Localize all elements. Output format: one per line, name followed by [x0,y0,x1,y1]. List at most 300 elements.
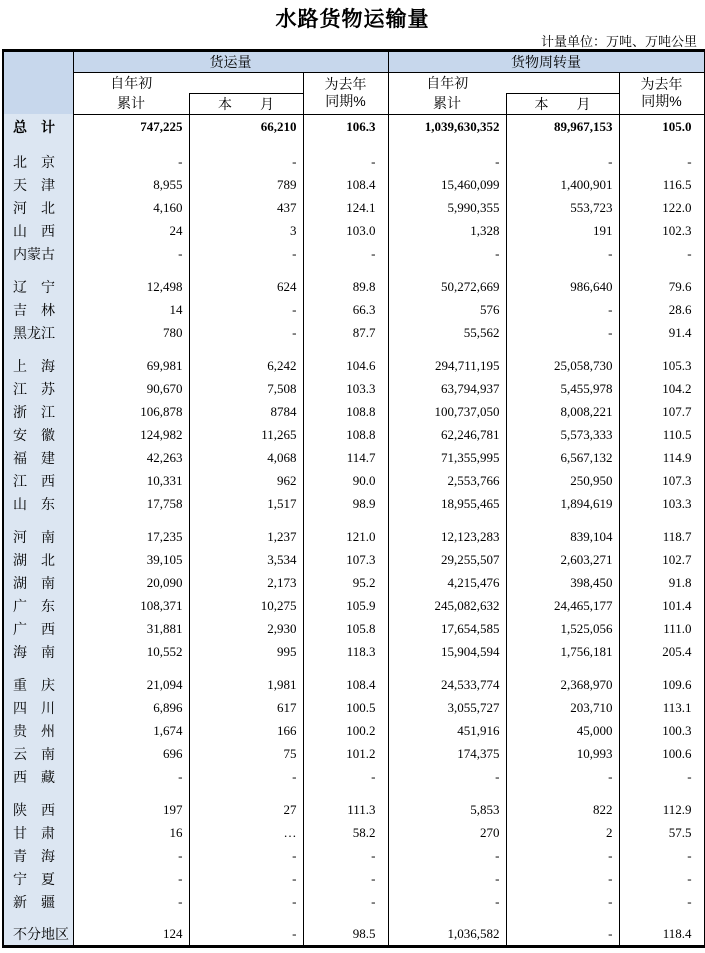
table-row [3,719,704,742]
col-header-yoy-freight-turnover [619,73,704,115]
value-cell: 3,534 [189,548,303,571]
value-cell: 104.2 [662,380,692,396]
region-cell: 重 庆 [3,673,73,696]
table-row [3,696,704,719]
value-cell: 1,036,582 [388,923,506,946]
value-cell: - [388,867,506,890]
value-cell: 98.9 [303,492,388,515]
value-cell: 108.8 [303,423,388,446]
value-cell: - [687,153,692,169]
table-row [3,400,704,423]
value-cell: 1,756,181 [506,640,619,663]
value-cell: 112.9 [662,801,692,817]
region-cell: 海 南 [3,640,73,663]
spacer-row [3,913,704,923]
value-cell: 95.2 [303,571,388,594]
value-cell [73,663,189,673]
value-cell: - [687,847,692,863]
region-cell: 山 东 [3,492,73,515]
group-header-freight-turnover: 货物周转量 [388,51,704,73]
table-row [3,219,704,242]
value-cell [506,265,619,275]
table-row [3,377,704,400]
value-cell: - [388,150,506,173]
table-row [3,321,704,344]
region-cell: 总 计 [3,114,73,140]
value-cell [73,265,189,275]
value-cell: 118.3 [303,640,388,663]
spacer-row [3,265,704,275]
value-cell: 10,331 [73,469,189,492]
region-cell: 甘 肃 [3,821,73,844]
value-cell: 25,058,730 [506,354,619,377]
yoy-line1: 为去年 [324,75,367,92]
value-cell: - [687,870,692,886]
table-row [3,354,704,377]
value-cell: 2 [506,821,619,844]
value-cell: 103.0 [303,219,388,242]
value-cell: 101.2 [303,742,388,765]
value-cell: 11,265 [189,423,303,446]
value-cell: 63,794,937 [388,377,506,400]
region-cell [3,344,73,354]
value-cell [189,265,303,275]
value-cell: 108.4 [303,173,388,196]
value-cell: 174,375 [388,742,506,765]
value-cell: 28.6 [668,301,692,317]
value-cell: 624 [189,275,303,298]
value-cell: 4,068 [189,446,303,469]
value-cell [189,344,303,354]
value-cell: 203,710 [506,696,619,719]
value-cell: 8784 [189,400,303,423]
value-cell [506,788,619,798]
region-cell: 湖 北 [3,548,73,571]
value-cell: 27 [189,798,303,821]
value-cell: 1,517 [189,492,303,515]
col-header-month: 本 月 [189,93,303,114]
value-cell [303,913,388,923]
region-cell: 四 川 [3,696,73,719]
value-cell: 24,533,774 [388,673,506,696]
region-cell: 山 西 [3,219,73,242]
value-cell: 50,272,669 [388,275,506,298]
region-cell: 广 西 [3,617,73,640]
region-cell: 西 藏 [3,765,73,788]
spacer-row [3,788,704,798]
yoy-line1: 为去年 [640,75,683,92]
value-cell: - [506,923,619,946]
value-cell [303,788,388,798]
value-cell: … [189,821,303,844]
value-cell: 106.3 [303,114,388,140]
value-cell: 79.6 [668,278,692,294]
value-cell [189,913,303,923]
value-cell: 101.4 [662,597,692,613]
table-row [3,673,704,696]
region-cell: 河 北 [3,196,73,219]
value-cell [303,344,388,354]
region-cell: 湖 南 [3,571,73,594]
value-cell: 87.7 [303,321,388,344]
value-cell: 31,881 [73,617,189,640]
value-cell [73,140,189,150]
value-cell: 39,105 [73,548,189,571]
value-cell: 5,573,333 [506,423,619,446]
col-header-cumulative-line1: 自年初 [73,73,189,94]
value-cell: - [303,765,388,788]
value-cell: 8,008,221 [506,400,619,423]
value-cell [388,663,506,673]
region-cell [3,663,73,673]
group-header-freight-volume: 货运量 [73,51,388,73]
value-cell: 62,246,781 [388,423,506,446]
value-cell: 114.9 [662,449,692,465]
value-cell: 105.8 [303,617,388,640]
value-cell: - [73,242,189,265]
table-row [3,571,704,594]
value-cell: - [506,242,619,265]
table-row [3,150,704,173]
value-cell: - [506,298,619,321]
value-cell: 118.4 [662,925,692,941]
value-cell: 90,670 [73,377,189,400]
region-cell: 上 海 [3,354,73,377]
value-cell: - [73,844,189,867]
value-cell: 5,990,355 [388,196,506,219]
value-cell: 17,235 [73,525,189,548]
value-cell: 91.4 [668,324,692,340]
value-cell: 10,993 [506,742,619,765]
value-cell: 962 [189,469,303,492]
value-cell: 104.6 [303,354,388,377]
value-cell: 20,090 [73,571,189,594]
value-cell: 4,215,476 [388,571,506,594]
col-header-cumulative-line2: 累计 [73,93,189,114]
value-cell: - [189,150,303,173]
value-cell [388,515,506,525]
value-cell: 839,104 [506,525,619,548]
region-cell [3,913,73,923]
value-cell: 789 [189,173,303,196]
value-cell: 3 [189,219,303,242]
value-cell: 437 [189,196,303,219]
value-cell: - [506,890,619,913]
value-cell: 294,711,195 [388,354,506,377]
value-cell: - [189,242,303,265]
value-cell [388,913,506,923]
value-cell: 45,000 [506,719,619,742]
table-row [3,446,704,469]
yoy-line2: 同期% [641,93,682,110]
value-cell: 71,355,995 [388,446,506,469]
header-group-row [3,51,704,73]
value-cell: 451,916 [388,719,506,742]
value-cell: 2,173 [189,571,303,594]
value-cell: 122.0 [662,199,692,215]
value-cell: 100.5 [303,696,388,719]
value-cell: 116.5 [662,176,692,192]
value-cell [619,140,704,150]
value-cell: 166 [189,719,303,742]
value-cell: 103.3 [662,495,692,511]
table-row [3,867,704,890]
value-cell: 91.8 [668,574,692,590]
value-cell [506,344,619,354]
value-cell: 108,371 [73,594,189,617]
value-cell: - [506,765,619,788]
value-cell: 1,400,901 [506,173,619,196]
table-row [3,114,704,140]
table-row [3,798,704,821]
value-cell: 8,955 [73,173,189,196]
region-cell: 贵 州 [3,719,73,742]
table-row [3,617,704,640]
col-header-cumulative2-line2: 累计 [388,93,506,114]
value-cell: 10,275 [189,594,303,617]
value-cell: - [303,867,388,890]
value-cell: 4,160 [73,196,189,219]
table-row [3,890,704,913]
region-cell: 黑龙江 [3,321,73,344]
region-cell: 福 建 [3,446,73,469]
value-cell: 270 [388,821,506,844]
region-cell: 广 东 [3,594,73,617]
value-cell: 107.3 [662,472,692,488]
value-cell: 747,225 [73,114,189,140]
table-row [3,275,704,298]
unit-note: 计量单位：万吨、万吨公里 [540,34,697,49]
value-cell [189,663,303,673]
region-cell: 北 京 [3,150,73,173]
value-cell: 986,640 [506,275,619,298]
table-row [3,548,704,571]
col-header-month2: 本 月 [506,93,619,114]
value-cell [73,515,189,525]
value-cell: 14 [73,298,189,321]
value-cell: - [388,890,506,913]
value-cell: 24,465,177 [506,594,619,617]
value-cell: 42,263 [73,446,189,469]
region-cell: 浙 江 [3,400,73,423]
table-row [3,423,704,446]
value-cell: 58.2 [303,821,388,844]
value-cell: 90.0 [303,469,388,492]
value-cell: 124 [73,923,189,946]
value-cell: 100.6 [662,745,692,761]
value-cell: 109.6 [662,676,692,692]
value-cell: 89,967,153 [506,114,619,140]
table-row [3,923,704,946]
value-cell [303,663,388,673]
value-cell: 12,123,283 [388,525,506,548]
value-cell: 1,674 [73,719,189,742]
value-cell: - [189,298,303,321]
value-cell: 102.7 [662,551,692,567]
value-cell [303,140,388,150]
value-cell: 89.8 [303,275,388,298]
value-cell: 576 [388,298,506,321]
value-cell [506,140,619,150]
value-cell: 105.3 [662,357,692,373]
value-cell: 1,525,056 [506,617,619,640]
value-cell: - [189,867,303,890]
value-cell: 780 [73,321,189,344]
value-cell: 995 [189,640,303,663]
value-cell: 6,567,132 [506,446,619,469]
table-row [3,844,704,867]
value-cell: 17,758 [73,492,189,515]
value-cell [619,913,704,923]
yoy-line2: 同期% [325,93,366,110]
value-cell: - [303,150,388,173]
value-cell: 106,878 [73,400,189,423]
table-row [3,196,704,219]
value-cell: - [189,844,303,867]
spacer-row [3,663,704,673]
value-cell: 1,328 [388,219,506,242]
table-row [3,640,704,663]
value-cell [189,788,303,798]
value-cell: 113.1 [662,699,692,715]
region-cell: 内蒙古 [3,242,73,265]
value-cell: 617 [189,696,303,719]
value-cell [388,344,506,354]
value-cell [73,788,189,798]
value-cell: 100,737,050 [388,400,506,423]
table-row [3,173,704,196]
value-cell: - [388,844,506,867]
region-cell: 辽 宁 [3,275,73,298]
value-cell [388,788,506,798]
value-cell: 18,955,465 [388,492,506,515]
value-cell: 107.3 [303,548,388,571]
value-cell: 69,981 [73,354,189,377]
value-cell: 2,603,271 [506,548,619,571]
value-cell [388,265,506,275]
value-cell: 16 [73,821,189,844]
region-cell [3,140,73,150]
value-cell: 55,562 [388,321,506,344]
table-row [3,821,704,844]
value-cell: - [73,890,189,913]
value-cell: 205.4 [662,643,692,659]
header-sub-row-top [3,73,704,94]
value-cell: - [506,150,619,173]
value-cell: 12,498 [73,275,189,298]
value-cell: - [687,893,692,909]
value-cell: 102.3 [662,222,692,238]
value-cell: 107.7 [662,403,692,419]
value-cell [506,515,619,525]
spacer-row [3,344,704,354]
value-cell: 110.5 [662,426,692,442]
value-cell [619,788,704,798]
value-cell: 75 [189,742,303,765]
value-cell [506,663,619,673]
value-cell: 1,981 [189,673,303,696]
region-cell: 吉 林 [3,298,73,321]
value-cell [303,265,388,275]
value-cell: 105.0 [662,119,692,135]
value-cell: - [189,765,303,788]
value-cell: - [189,890,303,913]
region-cell: 河 南 [3,525,73,548]
value-cell [189,140,303,150]
value-cell: 398,450 [506,571,619,594]
col-header-month2-spacer [506,73,619,94]
value-cell: 6,896 [73,696,189,719]
value-cell: - [687,245,692,261]
value-cell: 105.9 [303,594,388,617]
col-header-yoy-freight-volume [303,73,388,115]
value-cell: 111.0 [663,620,692,636]
value-cell: 118.7 [662,528,692,544]
region-cell: 江 西 [3,469,73,492]
region-cell: 新 疆 [3,890,73,913]
freight-table [2,49,705,948]
value-cell: - [73,867,189,890]
region-cell: 江 苏 [3,377,73,400]
region-cell: 青 海 [3,844,73,867]
value-cell [506,913,619,923]
value-cell: 124,982 [73,423,189,446]
value-cell: 103.3 [303,377,388,400]
table-row [3,492,704,515]
value-cell [619,265,704,275]
region-cell [3,515,73,525]
value-cell: 66,210 [189,114,303,140]
value-cell: 10,552 [73,640,189,663]
value-cell: 191 [506,219,619,242]
value-cell: 124.1 [303,196,388,219]
value-cell: 553,723 [506,196,619,219]
table-row [3,242,704,265]
value-cell [619,515,704,525]
value-cell [619,663,704,673]
table-row [3,594,704,617]
value-cell: 822 [506,798,619,821]
table-row [3,469,704,492]
value-cell: 2,368,970 [506,673,619,696]
value-cell [388,140,506,150]
region-cell: 安 徽 [3,423,73,446]
value-cell: 6,242 [189,354,303,377]
value-cell: - [388,242,506,265]
value-cell: 2,553,766 [388,469,506,492]
table-row [3,742,704,765]
region-cell [3,265,73,275]
value-cell: 24 [73,219,189,242]
table-row [3,525,704,548]
value-cell: 111.3 [303,798,388,821]
value-cell [303,515,388,525]
value-cell: - [388,765,506,788]
region-cell: 云 南 [3,742,73,765]
region-cell: 不分地区 [3,923,73,946]
value-cell: 57.5 [668,824,692,840]
value-cell: 21,094 [73,673,189,696]
value-cell: 100.3 [662,722,692,738]
value-cell [189,515,303,525]
value-cell: - [506,867,619,890]
value-cell: - [506,844,619,867]
value-cell: 17,654,585 [388,617,506,640]
table-row [3,765,704,788]
page-title: 水路货物运输量 [275,8,430,31]
value-cell: 5,853 [388,798,506,821]
value-cell: 15,460,099 [388,173,506,196]
